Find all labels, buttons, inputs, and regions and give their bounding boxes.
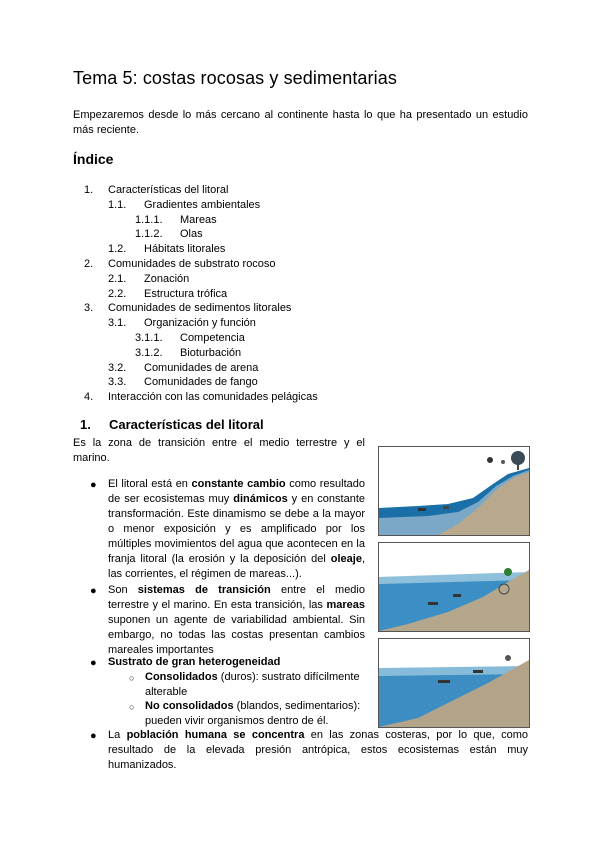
- coastal-panel-sedimentary: [379, 639, 530, 728]
- coastal-panel-rocky: [379, 447, 530, 536]
- coastal-panel-mixed: [379, 543, 530, 632]
- section-number: 1.: [80, 417, 91, 432]
- section-title: Características del litoral: [109, 417, 264, 432]
- bullet-icon: ●: [90, 585, 97, 597]
- bullet-paragraph: Son sistemas de transición entre el medio terrestre y el marino. En esta transición, las mareas suponen un agente de variabilidad ambiental. Sin embargo, no todas las costas presentan cambios mareales importantes: [108, 584, 365, 656]
- section-lead: Es la zona de transición entre el medio terrestre y el marino.: [73, 437, 365, 464]
- bullet-icon: ●: [90, 730, 97, 742]
- sub-bullet-paragraph: Consolidados (duros): sustrato difícilmente alterable: [145, 671, 360, 698]
- intro-paragraph: Empezaremos desde lo más cercano al continente hasta lo que ha presentado un estudio más reciente.: [73, 109, 528, 136]
- bullet-icon: ●: [90, 657, 97, 669]
- sub-bullet-icon: ○: [129, 673, 135, 683]
- sub-bullet-paragraph: No consolidados (blandos, sedimentarios): pueden vivir organismos dentro de él.: [145, 700, 361, 727]
- index-heading: Índice: [73, 151, 114, 167]
- bullet-paragraph: El litoral está en constante cambio como resultado de ser ecosistemas muy dinámicos y en constante transformación. Este dinamismo se debe a la mayor o menor exposición y es amplificado por los múltiples movimientos del agua que acontecen en la franja litoral (la erosión y la deposición del oleaje, las corrientes, el régimen de mareas...).: [108, 478, 366, 580]
- document-title: Tema 5: costas rocosas y sedimentarias: [73, 68, 397, 88]
- sub-bullet-icon: ○: [129, 702, 135, 712]
- bullet-paragraph: La población humana se concentra en las zonas costeras, por lo que, como resultado de la elevada presión antrópica, estos ecosistemas están muy humanizados.: [108, 729, 529, 771]
- bullet-paragraph: Sustrato de gran heterogeneidad: [108, 656, 281, 668]
- coastal-profiles-figure: [378, 446, 530, 728]
- document-page: Tema 5: costas rocosas y sedimentarias Empezaremos desde lo más cercano al continente hasta lo que ha presentado un estudio más reciente. Índice 1. Características del litoral 1.1. Gradientes ambientales 1.1.1. Mareas 1.1.2. Olas 1.2. Hábitats litorales 2. Comunidades de substrato rocoso 2.1. Zonación 2.2. Estructura trófica 3. Comunidades de sedimentos litorales 3.1. Organización y función 3.1.1. Competencia 3.1.2. Bioturbación 3.2. Comunidades de arena 3.3. Comunidades de fango 4. Interacción con las comunidades pelágicas 1. Características del litoral Es la zona de transición entre el medio terrestre y el marino. ● El litoral está en constante cambio como resultado de ser ecosistemas muy dinámicos y en constante transformación. Este dinamismo se debe a la mayor o menor exposición y es amplificado por los múltiples movimientos del agua que acontecen en la franja litoral (la erosión y la deposición del oleaje, las corrientes, el régimen de mareas...). ● Son sistemas de transición entre el medio terrestre y el marino. En esta transición, las mareas suponen un agente de variabilidad ambiental. Sin embargo, no todas las costas presentan cambios mareales importantes ● Sustrato de gran heterogeneidad ○ Consolidados (duros): sustrato difícilmente alterable ○ No consolidados (blandos, sedimentarios): pueden vivir organismos dentro de él. ● La población humana se concentra en las zonas costeras, por lo que, como resultado de la elevada presión antrópica, estos ecosistemas están muy humanizados.: [73, 68, 529, 771]
- bullet-icon: ●: [90, 479, 97, 491]
